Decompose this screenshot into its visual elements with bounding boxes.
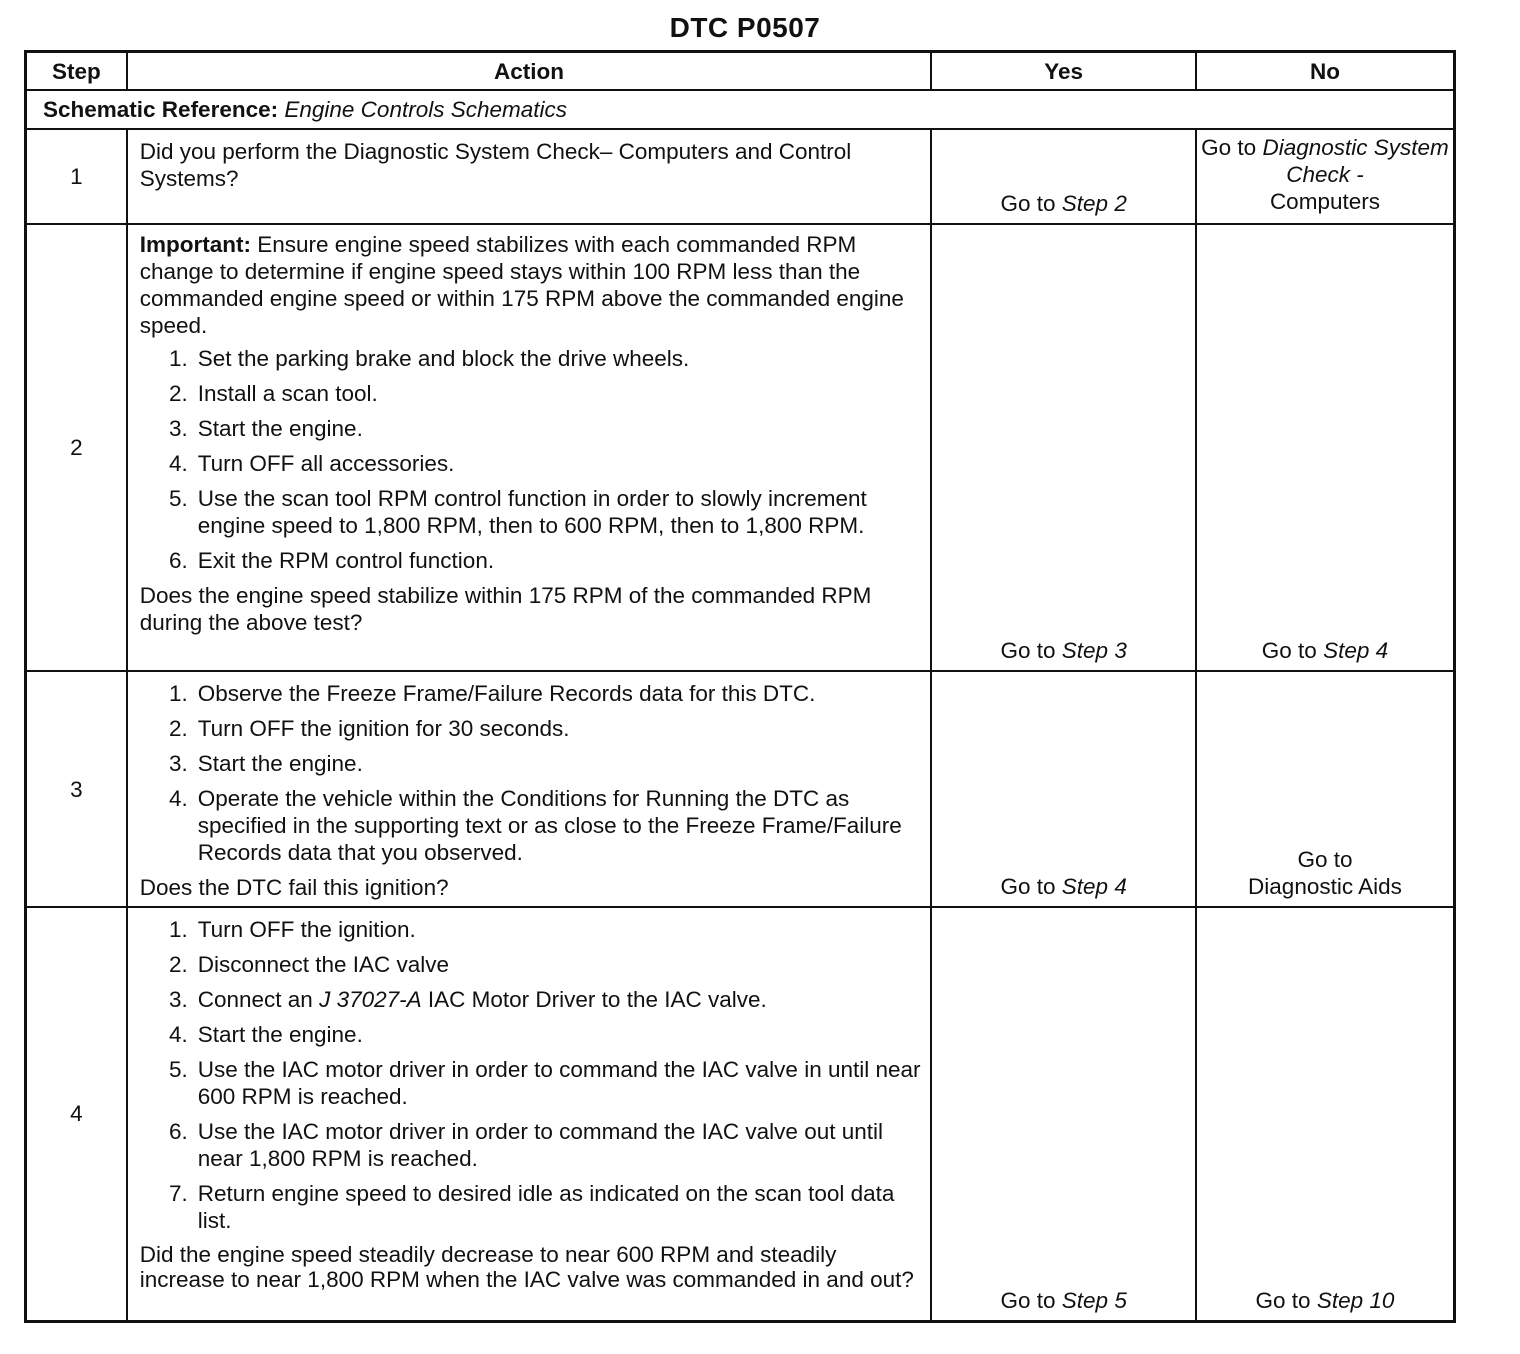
no-prefix: Go to <box>1261 638 1317 663</box>
yes-cell[interactable] <box>931 907 1196 1321</box>
schematic-link[interactable]: Engine Controls Schematics <box>284 97 568 122</box>
step-number: 2 <box>26 224 127 671</box>
list-item: 4. Operate the vehicle within the Conditions for Running the DTC as specified in the supporting text or as close to the Freeze Frame/Failure Records data that you observed. <box>168 786 902 865</box>
list-item: 1. Set the parking brake and block the drive wheels. <box>168 346 690 371</box>
table-row <box>26 671 1455 907</box>
action-question: Does the engine speed stabilize within 175 RPM of the commanded RPM during the above test? <box>139 583 872 635</box>
no-cell[interactable] <box>1196 907 1455 1321</box>
important-note <box>140 231 927 339</box>
no-prefix: Go to <box>1201 135 1257 160</box>
procedure-list <box>140 345 927 574</box>
schematic-row <box>26 90 1455 129</box>
yes-cell[interactable] <box>931 671 1196 907</box>
action-question: Does the DTC fail this ignition? <box>139 875 449 900</box>
no-link[interactable]: Step 4 <box>1323 638 1389 663</box>
tool-name: J 37027-A <box>319 987 422 1012</box>
action-question: Did you perform the Diagnostic System Check– Computers and Control Systems? <box>139 139 852 191</box>
header-no: No <box>1196 52 1455 91</box>
yes-prefix: Go to <box>1000 1287 1056 1313</box>
step-number: 1 <box>26 129 127 224</box>
yes-link[interactable]: Step 4 <box>1061 874 1127 899</box>
list-item: 3. Start the engine. <box>168 751 363 776</box>
no-cell[interactable] <box>1196 129 1455 224</box>
header-yes: Yes <box>931 52 1196 91</box>
step-number: 3 <box>26 671 127 907</box>
list-item: 5. Use the IAC motor driver in order to command the IAC valve in until near 600 RPM is reached. <box>168 1057 921 1109</box>
header-action: Action <box>127 52 932 91</box>
yes-prefix: Go to <box>1000 638 1056 663</box>
yes-link[interactable]: Step 3 <box>1061 638 1127 663</box>
yes-link[interactable]: Step 2 <box>1061 191 1127 216</box>
list-item: 2. Install a scan tool. <box>168 381 378 406</box>
list-item: 2. Turn OFF the ignition for 30 seconds. <box>168 716 570 741</box>
yes-cell[interactable] <box>931 129 1196 224</box>
table-row <box>26 907 1455 1321</box>
list-item: 7. Return engine speed to desired idle as indicated on the scan tool data list. <box>168 1181 895 1233</box>
list-item: 2. Disconnect the IAC valve <box>168 952 450 977</box>
no-prefix: Go to <box>1297 847 1353 872</box>
no-suffix: Computers <box>1269 189 1380 214</box>
list-item: 1. Observe the Freeze Frame/Failure Records data for this DTC. <box>168 681 816 706</box>
action-cell <box>127 129 932 224</box>
list-item: 1. Turn OFF the ignition. <box>168 917 416 942</box>
list-item: 4. Start the engine. <box>168 1022 363 1047</box>
list-item: 4. Turn OFF all accessories. <box>168 451 455 476</box>
no-link[interactable]: Diagnostic Aids <box>1248 874 1402 899</box>
yes-prefix: Go to <box>1000 191 1056 216</box>
list-item: 6. Exit the RPM control function. <box>168 548 495 573</box>
yes-cell[interactable] <box>931 224 1196 671</box>
no-prefix: Go to <box>1255 1287 1311 1313</box>
important-text: Ensure engine speed stabilizes with each commanded RPM change to determine if engine speed stays within 100 RPM less than the commanded engine speed or within 175 RPM above the commanded engine speed. <box>139 232 904 338</box>
header-row <box>26 52 1455 91</box>
yes-prefix: Go to <box>1000 874 1056 899</box>
list-item: 3. Connect an J 37027-A IAC Motor Driver to the IAC valve. <box>168 987 767 1012</box>
list-item: 3. Start the engine. <box>168 416 363 441</box>
action-cell <box>127 224 932 671</box>
list-item: 6. Use the IAC motor driver in order to command the IAC valve out until near 1,800 RPM is reached. <box>168 1119 883 1171</box>
action-cell <box>127 907 932 1321</box>
yes-link[interactable]: Step 5 <box>1061 1287 1127 1313</box>
procedure-list <box>140 916 927 1234</box>
list-item: 5. Use the scan tool RPM control function in order to slowly increment engine speed to 1,800 RPM, then to 600 RPM, then to 1,800 RPM. <box>168 486 867 538</box>
no-cell[interactable] <box>1196 671 1455 907</box>
table-row <box>26 129 1455 224</box>
step-number: 4 <box>26 907 127 1321</box>
table-row <box>26 224 1455 671</box>
page-title: DTC P0507 <box>669 12 821 43</box>
schematic-reference <box>26 90 1455 129</box>
action-question: Did the engine speed steadily decrease to near 600 RPM and steadily increase to near 1,800 RPM when the IAC valve was commanded in and out? <box>139 1242 914 1292</box>
important-label: Important: <box>139 232 251 257</box>
header-step: Step <box>26 52 127 91</box>
action-cell <box>127 671 932 907</box>
diagnostic-table <box>24 50 1456 1323</box>
no-link[interactable]: Diagnostic System Check - <box>1262 135 1449 187</box>
no-link[interactable]: Step 10 <box>1316 1287 1395 1313</box>
schematic-label: Schematic Reference: <box>43 97 279 122</box>
procedure-list <box>140 680 927 866</box>
no-cell[interactable] <box>1196 224 1455 671</box>
